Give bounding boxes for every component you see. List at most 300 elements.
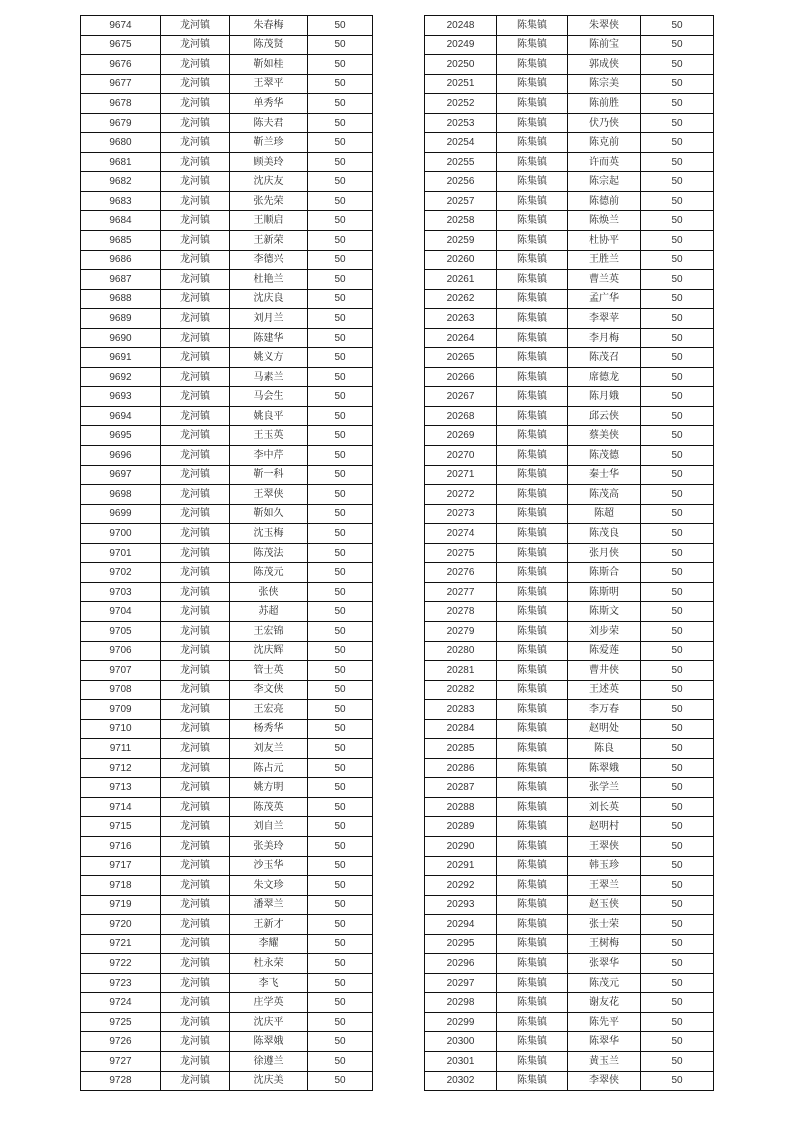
- id-cell: 20284: [425, 719, 497, 739]
- amount-cell: 50: [641, 582, 714, 602]
- table-row: [81, 309, 373, 329]
- name-cell: 张士荣: [568, 915, 641, 935]
- name-cell: 陈宗起: [568, 172, 641, 192]
- town-cell: 龙河镇: [161, 582, 230, 602]
- table-row: [81, 1032, 373, 1052]
- table-row: [425, 94, 714, 114]
- town-cell: 陈集镇: [497, 367, 568, 387]
- table-row: [425, 856, 714, 876]
- amount-cell: 50: [641, 348, 714, 368]
- name-cell: 陈茂召: [568, 348, 641, 368]
- name-cell: 杜协平: [568, 231, 641, 251]
- town-cell: 龙河镇: [161, 856, 230, 876]
- table-row: [425, 152, 714, 172]
- amount-cell: 50: [308, 113, 373, 133]
- town-cell: 龙河镇: [161, 543, 230, 563]
- table-row: [425, 543, 714, 563]
- town-cell: 陈集镇: [497, 211, 568, 231]
- id-cell: 20275: [425, 543, 497, 563]
- amount-cell: 50: [641, 55, 714, 75]
- id-cell: 9703: [81, 582, 161, 602]
- id-cell: 20253: [425, 113, 497, 133]
- table-row: [81, 758, 373, 778]
- amount-cell: 50: [641, 524, 714, 544]
- amount-cell: 50: [308, 172, 373, 192]
- id-cell: 20296: [425, 954, 497, 974]
- name-cell: 王翠平: [230, 74, 308, 94]
- amount-cell: 50: [308, 758, 373, 778]
- id-cell: 9693: [81, 387, 161, 407]
- amount-cell: 50: [641, 641, 714, 661]
- table-row: [425, 35, 714, 55]
- id-cell: 20285: [425, 739, 497, 759]
- name-cell: 陈宗美: [568, 74, 641, 94]
- amount-cell: 50: [641, 993, 714, 1013]
- amount-cell: 50: [308, 582, 373, 602]
- table-row: [425, 309, 714, 329]
- table-row: [425, 680, 714, 700]
- town-cell: 陈集镇: [497, 348, 568, 368]
- amount-cell: 50: [308, 1071, 373, 1091]
- amount-cell: 50: [308, 35, 373, 55]
- amount-cell: 50: [641, 35, 714, 55]
- id-cell: 9713: [81, 778, 161, 798]
- table-row: [81, 94, 373, 114]
- name-cell: 谢友花: [568, 993, 641, 1013]
- name-cell: 陈茂法: [230, 543, 308, 563]
- town-cell: 龙河镇: [161, 55, 230, 75]
- id-cell: 20274: [425, 524, 497, 544]
- id-cell: 20255: [425, 152, 497, 172]
- right-table: [424, 15, 714, 1091]
- id-cell: 9684: [81, 211, 161, 231]
- name-cell: 杜艳兰: [230, 270, 308, 290]
- id-cell: 20291: [425, 856, 497, 876]
- name-cell: 姚方明: [230, 778, 308, 798]
- town-cell: 陈集镇: [497, 758, 568, 778]
- table-row: [81, 446, 373, 466]
- amount-cell: 50: [641, 602, 714, 622]
- name-cell: 靳一科: [230, 465, 308, 485]
- name-cell: 赵玉侠: [568, 895, 641, 915]
- id-cell: 20278: [425, 602, 497, 622]
- amount-cell: 50: [641, 289, 714, 309]
- id-cell: 9694: [81, 406, 161, 426]
- id-cell: 20261: [425, 270, 497, 290]
- town-cell: 陈集镇: [497, 152, 568, 172]
- table-row: [425, 876, 714, 896]
- amount-cell: 50: [641, 191, 714, 211]
- id-cell: 20256: [425, 172, 497, 192]
- name-cell: 姚良平: [230, 406, 308, 426]
- table-row: [425, 602, 714, 622]
- name-cell: 刘友兰: [230, 739, 308, 759]
- table-row: [81, 563, 373, 583]
- name-cell: 张美玲: [230, 836, 308, 856]
- table-row: [81, 621, 373, 641]
- amount-cell: 50: [308, 1032, 373, 1052]
- table-row: [81, 55, 373, 75]
- id-cell: 9722: [81, 954, 161, 974]
- name-cell: 曹兰英: [568, 270, 641, 290]
- name-cell: 张侠: [230, 582, 308, 602]
- amount-cell: 50: [641, 934, 714, 954]
- id-cell: 9695: [81, 426, 161, 446]
- town-cell: 陈集镇: [497, 504, 568, 524]
- name-cell: 陈前宝: [568, 35, 641, 55]
- table-row: [81, 426, 373, 446]
- town-cell: 陈集镇: [497, 55, 568, 75]
- table-row: [425, 973, 714, 993]
- name-cell: 管士英: [230, 661, 308, 681]
- town-cell: 龙河镇: [161, 328, 230, 348]
- town-cell: 陈集镇: [497, 309, 568, 329]
- amount-cell: 50: [641, 1071, 714, 1091]
- table-row: [81, 934, 373, 954]
- id-cell: 9683: [81, 191, 161, 211]
- town-cell: 陈集镇: [497, 876, 568, 896]
- town-cell: 龙河镇: [161, 700, 230, 720]
- amount-cell: 50: [641, 16, 714, 36]
- amount-cell: 50: [641, 211, 714, 231]
- name-cell: 马会生: [230, 387, 308, 407]
- id-cell: 20301: [425, 1051, 497, 1071]
- town-cell: 龙河镇: [161, 406, 230, 426]
- amount-cell: 50: [641, 700, 714, 720]
- amount-cell: 50: [641, 406, 714, 426]
- town-cell: 陈集镇: [497, 641, 568, 661]
- table-row: [81, 328, 373, 348]
- town-cell: 龙河镇: [161, 94, 230, 114]
- town-cell: 陈集镇: [497, 993, 568, 1013]
- table-row: [81, 973, 373, 993]
- id-cell: 9677: [81, 74, 161, 94]
- table-row: [425, 172, 714, 192]
- amount-cell: 50: [308, 739, 373, 759]
- table-row: [425, 289, 714, 309]
- town-cell: 龙河镇: [161, 250, 230, 270]
- name-cell: 王胜兰: [568, 250, 641, 270]
- amount-cell: 50: [641, 309, 714, 329]
- town-cell: 龙河镇: [161, 1051, 230, 1071]
- name-cell: 张月侠: [568, 543, 641, 563]
- name-cell: 陈超: [568, 504, 641, 524]
- id-cell: 20276: [425, 563, 497, 583]
- amount-cell: 50: [308, 641, 373, 661]
- id-cell: 20267: [425, 387, 497, 407]
- name-cell: 席德龙: [568, 367, 641, 387]
- name-cell: 韩玉珍: [568, 856, 641, 876]
- amount-cell: 50: [308, 289, 373, 309]
- town-cell: 陈集镇: [497, 16, 568, 36]
- id-cell: 9678: [81, 94, 161, 114]
- table-row: [425, 250, 714, 270]
- town-cell: 龙河镇: [161, 35, 230, 55]
- town-cell: 龙河镇: [161, 426, 230, 446]
- town-cell: 陈集镇: [497, 602, 568, 622]
- table-row: [81, 152, 373, 172]
- table-row: [81, 993, 373, 1013]
- id-cell: 20281: [425, 661, 497, 681]
- name-cell: 陈斯合: [568, 563, 641, 583]
- left-table-body: [81, 16, 373, 1091]
- name-cell: 靳兰珍: [230, 133, 308, 153]
- amount-cell: 50: [308, 328, 373, 348]
- table-row: [425, 895, 714, 915]
- name-cell: 王翠侠: [568, 836, 641, 856]
- amount-cell: 50: [641, 231, 714, 251]
- town-cell: 陈集镇: [497, 582, 568, 602]
- amount-cell: 50: [308, 152, 373, 172]
- amount-cell: 50: [308, 426, 373, 446]
- amount-cell: 50: [641, 621, 714, 641]
- name-cell: 杜永荣: [230, 954, 308, 974]
- town-cell: 陈集镇: [497, 465, 568, 485]
- amount-cell: 50: [308, 700, 373, 720]
- table-row: [425, 387, 714, 407]
- town-cell: 龙河镇: [161, 504, 230, 524]
- name-cell: 陈占元: [230, 758, 308, 778]
- name-cell: 朱文珍: [230, 876, 308, 896]
- name-cell: 陈茂德: [568, 446, 641, 466]
- amount-cell: 50: [641, 387, 714, 407]
- town-cell: 陈集镇: [497, 817, 568, 837]
- town-cell: 陈集镇: [497, 895, 568, 915]
- id-cell: 9728: [81, 1071, 161, 1091]
- town-cell: 陈集镇: [497, 524, 568, 544]
- name-cell: 赵明处: [568, 719, 641, 739]
- town-cell: 陈集镇: [497, 94, 568, 114]
- id-cell: 20294: [425, 915, 497, 935]
- table-row: [425, 406, 714, 426]
- name-cell: 刘自兰: [230, 817, 308, 837]
- name-cell: 李中芹: [230, 446, 308, 466]
- town-cell: 陈集镇: [497, 289, 568, 309]
- id-cell: 20302: [425, 1071, 497, 1091]
- id-cell: 9724: [81, 993, 161, 1013]
- town-cell: 陈集镇: [497, 719, 568, 739]
- table-row: [81, 133, 373, 153]
- town-cell: 陈集镇: [497, 231, 568, 251]
- name-cell: 陈月娥: [568, 387, 641, 407]
- name-cell: 王宏亮: [230, 700, 308, 720]
- name-cell: 李德兴: [230, 250, 308, 270]
- name-cell: 姚义方: [230, 348, 308, 368]
- id-cell: 9702: [81, 563, 161, 583]
- amount-cell: 50: [308, 602, 373, 622]
- amount-cell: 50: [308, 680, 373, 700]
- name-cell: 陈先平: [568, 1012, 641, 1032]
- amount-cell: 50: [641, 661, 714, 681]
- table-row: [425, 700, 714, 720]
- name-cell: 王树梅: [568, 934, 641, 954]
- town-cell: 陈集镇: [497, 973, 568, 993]
- table-row: [425, 328, 714, 348]
- table-row: [81, 406, 373, 426]
- town-cell: 龙河镇: [161, 797, 230, 817]
- name-cell: 沈庆良: [230, 289, 308, 309]
- id-cell: 9726: [81, 1032, 161, 1052]
- town-cell: 陈集镇: [497, 1032, 568, 1052]
- table-row: [81, 524, 373, 544]
- town-cell: 陈集镇: [497, 1012, 568, 1032]
- table-row: [425, 191, 714, 211]
- table-row: [425, 133, 714, 153]
- town-cell: 龙河镇: [161, 563, 230, 583]
- name-cell: 陈翠华: [568, 1032, 641, 1052]
- id-cell: 9714: [81, 797, 161, 817]
- id-cell: 9676: [81, 55, 161, 75]
- town-cell: 陈集镇: [497, 836, 568, 856]
- amount-cell: 50: [641, 543, 714, 563]
- amount-cell: 50: [641, 719, 714, 739]
- name-cell: 陈德前: [568, 191, 641, 211]
- amount-cell: 50: [641, 133, 714, 153]
- amount-cell: 50: [641, 758, 714, 778]
- amount-cell: 50: [641, 328, 714, 348]
- amount-cell: 50: [308, 74, 373, 94]
- name-cell: 郭成侠: [568, 55, 641, 75]
- name-cell: 曹井侠: [568, 661, 641, 681]
- town-cell: 陈集镇: [497, 485, 568, 505]
- town-cell: 陈集镇: [497, 661, 568, 681]
- name-cell: 陈前胜: [568, 94, 641, 114]
- id-cell: 20288: [425, 797, 497, 817]
- table-row: [81, 602, 373, 622]
- amount-cell: 50: [641, 915, 714, 935]
- id-cell: 20258: [425, 211, 497, 231]
- id-cell: 20260: [425, 250, 497, 270]
- amount-cell: 50: [641, 1051, 714, 1071]
- amount-cell: 50: [308, 661, 373, 681]
- name-cell: 靳如久: [230, 504, 308, 524]
- amount-cell: 50: [308, 133, 373, 153]
- town-cell: 陈集镇: [497, 1071, 568, 1091]
- amount-cell: 50: [641, 1012, 714, 1032]
- town-cell: 龙河镇: [161, 1071, 230, 1091]
- amount-cell: 50: [641, 836, 714, 856]
- town-cell: 陈集镇: [497, 133, 568, 153]
- table-row: [425, 426, 714, 446]
- table-row: [81, 700, 373, 720]
- name-cell: 陈茂贤: [230, 35, 308, 55]
- town-cell: 陈集镇: [497, 915, 568, 935]
- id-cell: 9696: [81, 446, 161, 466]
- id-cell: 20272: [425, 485, 497, 505]
- id-cell: 20286: [425, 758, 497, 778]
- id-cell: 9698: [81, 485, 161, 505]
- id-cell: 9709: [81, 700, 161, 720]
- town-cell: 龙河镇: [161, 895, 230, 915]
- name-cell: 陈建华: [230, 328, 308, 348]
- amount-cell: 50: [308, 465, 373, 485]
- table-row: [425, 211, 714, 231]
- town-cell: 龙河镇: [161, 661, 230, 681]
- amount-cell: 50: [308, 797, 373, 817]
- amount-cell: 50: [641, 367, 714, 387]
- town-cell: 陈集镇: [497, 172, 568, 192]
- town-cell: 陈集镇: [497, 954, 568, 974]
- table-row: [81, 211, 373, 231]
- amount-cell: 50: [308, 504, 373, 524]
- amount-cell: 50: [641, 817, 714, 837]
- town-cell: 龙河镇: [161, 289, 230, 309]
- town-cell: 龙河镇: [161, 1032, 230, 1052]
- amount-cell: 50: [308, 1012, 373, 1032]
- id-cell: 20251: [425, 74, 497, 94]
- id-cell: 20252: [425, 94, 497, 114]
- id-cell: 9706: [81, 641, 161, 661]
- town-cell: 陈集镇: [497, 797, 568, 817]
- town-cell: 龙河镇: [161, 465, 230, 485]
- table-row: [81, 35, 373, 55]
- town-cell: 龙河镇: [161, 367, 230, 387]
- town-cell: 龙河镇: [161, 954, 230, 974]
- id-cell: 20259: [425, 231, 497, 251]
- name-cell: 王新荣: [230, 231, 308, 251]
- amount-cell: 50: [641, 172, 714, 192]
- id-cell: 20268: [425, 406, 497, 426]
- id-cell: 9725: [81, 1012, 161, 1032]
- id-cell: 9701: [81, 543, 161, 563]
- id-cell: 9700: [81, 524, 161, 544]
- name-cell: 刘步荣: [568, 621, 641, 641]
- name-cell: 潘翠兰: [230, 895, 308, 915]
- amount-cell: 50: [641, 739, 714, 759]
- name-cell: 顾美玲: [230, 152, 308, 172]
- table-row: [81, 817, 373, 837]
- id-cell: 9687: [81, 270, 161, 290]
- town-cell: 龙河镇: [161, 817, 230, 837]
- name-cell: 沈庆友: [230, 172, 308, 192]
- amount-cell: 50: [308, 836, 373, 856]
- table-row: [81, 191, 373, 211]
- amount-cell: 50: [308, 1051, 373, 1071]
- name-cell: 陈茂高: [568, 485, 641, 505]
- name-cell: 单秀华: [230, 94, 308, 114]
- name-cell: 李耀: [230, 934, 308, 954]
- town-cell: 陈集镇: [497, 328, 568, 348]
- id-cell: 20264: [425, 328, 497, 348]
- town-cell: 陈集镇: [497, 543, 568, 563]
- table-row: [81, 895, 373, 915]
- amount-cell: 50: [308, 387, 373, 407]
- amount-cell: 50: [308, 778, 373, 798]
- name-cell: 伏乃侠: [568, 113, 641, 133]
- id-cell: 20289: [425, 817, 497, 837]
- id-cell: 9692: [81, 367, 161, 387]
- table-row: [425, 1012, 714, 1032]
- town-cell: 龙河镇: [161, 270, 230, 290]
- id-cell: 9685: [81, 231, 161, 251]
- town-cell: 龙河镇: [161, 348, 230, 368]
- id-cell: 9707: [81, 661, 161, 681]
- id-cell: 20248: [425, 16, 497, 36]
- id-cell: 9710: [81, 719, 161, 739]
- table-row: [81, 778, 373, 798]
- id-cell: 20265: [425, 348, 497, 368]
- amount-cell: 50: [308, 817, 373, 837]
- name-cell: 蔡美侠: [568, 426, 641, 446]
- id-cell: 20273: [425, 504, 497, 524]
- amount-cell: 50: [308, 94, 373, 114]
- town-cell: 陈集镇: [497, 387, 568, 407]
- table-row: [81, 582, 373, 602]
- left-table: [80, 15, 373, 1091]
- name-cell: 沈庆美: [230, 1071, 308, 1091]
- table-row: [425, 1032, 714, 1052]
- id-cell: 9717: [81, 856, 161, 876]
